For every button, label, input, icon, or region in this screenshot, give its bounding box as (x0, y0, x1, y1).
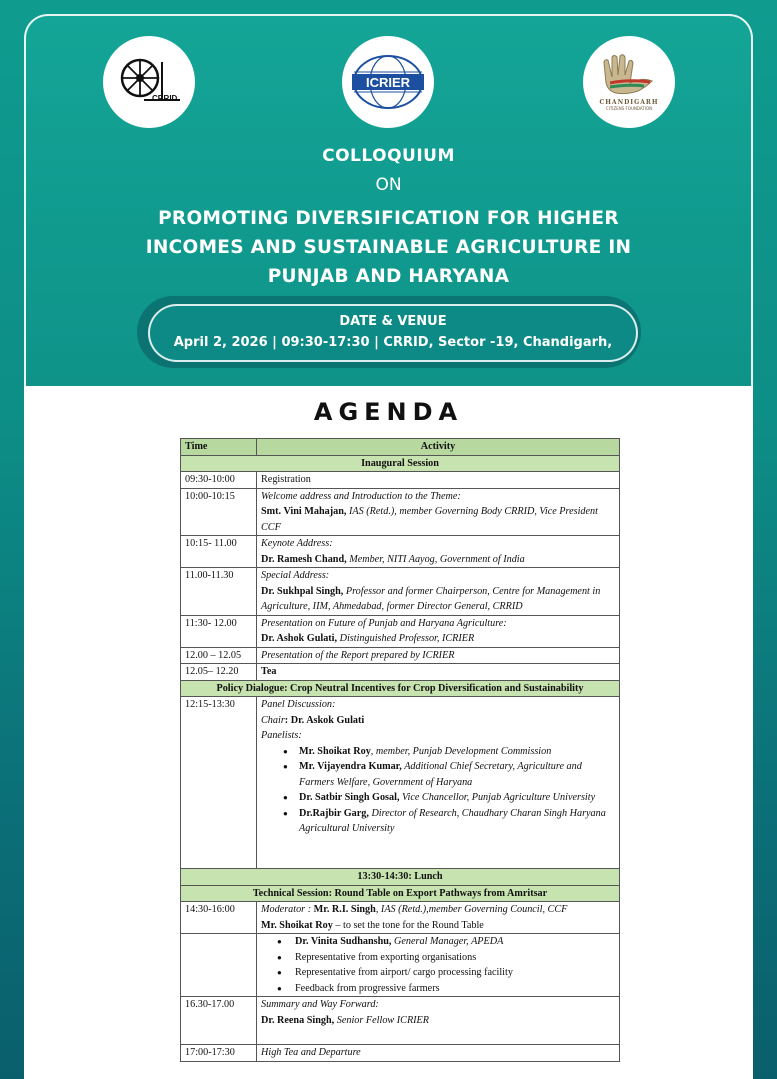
speaker-desc: Distinguished Professor, ICRIER (337, 633, 475, 644)
table-row (181, 472, 620, 489)
panelist-desc: , member, Punjab Development Commission (370, 745, 552, 757)
speaker-desc: IAS (Retd.), member Governing Body CRRID, Vice President CCF (261, 506, 598, 533)
agenda-table (180, 438, 620, 1062)
panelists-label: Panelists: (261, 730, 302, 741)
time-cell: 10:00-10:15 (181, 488, 257, 536)
time-cell: 11.00-11.30 (181, 568, 257, 616)
list-item (283, 759, 615, 790)
session-band (181, 869, 620, 886)
list-item (283, 790, 615, 806)
activity-cell: Tea (257, 664, 620, 681)
table-row (181, 697, 620, 869)
time-cell: 11:30- 12.00 (181, 615, 257, 647)
speaker-desc: Senior Fellow ICRIER (334, 1014, 430, 1026)
table-row (181, 536, 620, 568)
moderator-label: Moderator : (261, 904, 314, 915)
speaker-name: Dr. Ashok Gulati, (261, 633, 338, 644)
wheel-icon (114, 52, 184, 112)
technical-session: Technical Session: Round Table on Export Pathways from Amritsar (181, 885, 620, 902)
tone-speaker-name: Mr. Shoikat Roy (261, 919, 333, 931)
panelist-desc: Director of Research, Chaudhary Charan Singh Haryana Agricultural University (299, 807, 606, 834)
activity-cell (257, 568, 620, 616)
table-row (181, 934, 620, 997)
inaugural-session: Inaugural Session (181, 455, 620, 472)
list-item: ● Representative from airport/ cargo processing facility (277, 965, 615, 981)
colloquium-title (24, 204, 753, 291)
speaker-name: Smt. Vini Mahajan, (261, 506, 347, 517)
activity-heading: Panel Discussion: (261, 699, 336, 710)
speaker-name: Dr. Sukhpal Singh, (261, 585, 344, 597)
activity-cell: High Tea and Departure (257, 1045, 620, 1062)
table-row (181, 664, 620, 681)
table-header-row (181, 439, 620, 456)
activity-cell (257, 997, 620, 1045)
panelist-list (261, 744, 615, 837)
time-cell: 09:30-10:00 (181, 472, 257, 489)
participant-desc: General Manager, APEDA (391, 936, 504, 947)
colloquium-heading: COLLOQUIUM (322, 146, 455, 166)
moderator-name: Mr. R.I. Singh (313, 904, 376, 915)
activity-cell (257, 902, 620, 934)
time-cell: 12.00 – 12.05 (181, 647, 257, 664)
table-row (181, 647, 620, 664)
list-item (283, 806, 615, 837)
table-row (181, 997, 620, 1045)
panelist-desc: Vice Chancellor, Punjab Agriculture University (399, 792, 596, 803)
venue-title: DATE & VENUE (339, 314, 447, 329)
crrid-logo-text: CRRID (152, 94, 178, 103)
activity-cell: Registration (257, 472, 620, 489)
moderator-desc: , IAS (Retd.),member Governing Council, CCF (375, 904, 568, 915)
policy-dialogue-session: Policy Dialogue: Crop Neutral Incentives for Crop Diversification and Sustainability (181, 680, 620, 697)
citizens-foundation-logo-text: CHANDIGARH (599, 99, 659, 106)
title-line: INCOMES AND SUSTAINABLE AGRICULTURE IN (145, 237, 632, 258)
speaker-name: Dr. Reena Singh, (261, 1014, 335, 1026)
icrier-logo (342, 36, 434, 128)
activity-cell (257, 536, 620, 568)
venue-pill (148, 304, 638, 362)
session-band (181, 680, 620, 697)
time-cell: 14:30-16:00 (181, 902, 257, 934)
column-header-activity: Activity (257, 439, 620, 456)
on-heading: ON (375, 175, 402, 195)
agenda-title: AGENDA (313, 398, 464, 426)
icrier-logo-text: ICRIER (365, 75, 411, 90)
speaker-desc: Professor and former Chairperson, Centre for Management in Agriculture, IIM, Ahmedabad, former Director General, CRRID (261, 585, 601, 612)
activity-cell (257, 615, 620, 647)
time-cell (181, 934, 257, 997)
table-row (181, 488, 620, 536)
table-row (181, 1045, 620, 1062)
activity-cell: Presentation of the Report prepared by ICRIER (257, 647, 620, 664)
time-cell: 16.30-17.00 (181, 997, 257, 1045)
session-band (181, 455, 620, 472)
panelist-name: Dr. Satbir Singh Gosal, (299, 792, 400, 803)
activity-cell (257, 488, 620, 536)
globe-icon (348, 52, 428, 112)
participant-name: Dr. Vinita Sudhanshu, (295, 936, 392, 947)
activity-cell (257, 697, 620, 869)
venue-details: April 2, 2026 | 09:30-17:30 | CRRID, Sector -19, Chandigarh, (173, 335, 613, 350)
tone-speaker-desc: – to set the tone for the Round Table (332, 919, 484, 931)
speaker-name: Dr. Ramesh Chand, (261, 553, 347, 565)
panelist-name: Mr. Vijayendra Kumar, (299, 761, 402, 772)
time-cell: 12:15-13:30 (181, 697, 257, 869)
activity-heading: Summary and Way Forward: (261, 999, 379, 1010)
activity-cell (257, 934, 620, 997)
title-line: PUNJAB AND HARYANA (267, 266, 510, 287)
title-line: PROMOTING DIVERSIFICATION FOR HIGHER (158, 208, 619, 229)
panelist-name: Dr.Rajbir Garg, (299, 807, 369, 819)
crrid-logo (103, 36, 195, 128)
session-band (181, 885, 620, 902)
activity-heading: Special Address: (261, 570, 330, 581)
time-cell: 17:00-17:30 (181, 1045, 257, 1062)
activity-heading: Keynote Address: (261, 538, 333, 549)
list-item (283, 744, 615, 760)
panelist-desc: Additional Chief Secretary, Agriculture and Farmers Welfare, Government of Haryana (299, 761, 582, 788)
chair-label: Chair (261, 714, 285, 726)
activity-heading: Welcome address and Introduction to the Theme: (261, 490, 461, 502)
time-cell: 10:15- 11.00 (181, 536, 257, 568)
open-hand-icon (598, 53, 660, 97)
chair-name: : Dr. Askok Gulati (284, 714, 365, 726)
column-header-time: Time (181, 439, 257, 456)
table-row (181, 568, 620, 616)
lunch-break: 13:30-14:30: Lunch (181, 869, 620, 886)
citizens-foundation-logo-subtext: CITIZENS FOUNDATION (605, 106, 653, 111)
speaker-desc: Member, NITI Aayog, Government of India (346, 553, 525, 565)
table-row (181, 902, 620, 934)
time-cell: 12.05– 12.20 (181, 664, 257, 681)
citizens-foundation-logo (583, 36, 675, 128)
activity-heading: Presentation on Future of Punjab and Haryana Agriculture: (261, 617, 507, 629)
list-item (277, 934, 615, 950)
table-row (181, 615, 620, 647)
list-item: ● Feedback from progressive farmers (277, 981, 615, 997)
list-item: ● Representative from exporting organisations (277, 950, 615, 966)
roundtable-list (261, 934, 615, 996)
panelist-name: Mr. Shoikat Roy (299, 745, 371, 757)
